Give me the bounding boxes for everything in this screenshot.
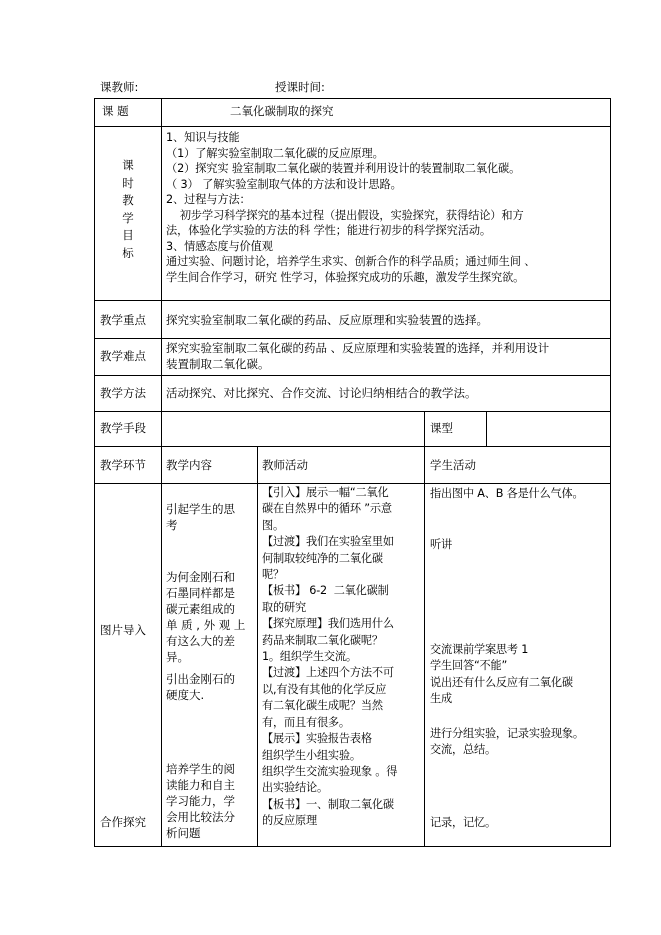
- teacher-line: 图。: [262, 518, 284, 532]
- student-header: 学生活动: [430, 458, 476, 472]
- content-line: 培养学生的阅: [166, 762, 235, 776]
- time-label: 授课时间:: [275, 80, 325, 94]
- teacher-line: 有，而且有很多。: [262, 715, 350, 729]
- content-line: 学习能力，学: [166, 794, 235, 808]
- stage-picture-intro: 图片导入: [100, 623, 146, 637]
- content-header: 教学内容: [166, 458, 212, 472]
- content-line: 引出金刚石的: [166, 672, 235, 686]
- content-line: 碳元素组成的: [166, 602, 235, 616]
- teacher-line: 【过渡】上述四个方法不可: [262, 666, 394, 680]
- content-line: 为何金刚石和: [166, 570, 235, 584]
- stage-cooperative-inquiry: 合作探究: [100, 815, 146, 829]
- teacher-line: 【引入】展示一幅“二氧化: [262, 486, 389, 499]
- methods-value: 活动探究、对比探究、合作交流、讨论归纳相结合的教学法。: [166, 386, 477, 400]
- content-line: 单 质 , 外 观 上: [166, 618, 246, 632]
- means-label: 教学手段: [100, 421, 146, 435]
- content-line: 有这么大的差: [166, 634, 235, 648]
- teacher-line: 【板书】一、制取二氧化碳: [262, 797, 394, 811]
- objectives-label: 课 时 教 学 目 标: [122, 158, 134, 260]
- teacher-line: 【探究原理】我们选用什么: [262, 617, 394, 631]
- stage-header: 教学环节: [100, 458, 146, 472]
- teacher-line: 取的研究: [262, 600, 306, 614]
- teacher-line: 有二氧化碳生成呢？当然: [262, 699, 383, 713]
- teacher-line: 组织学生交流实验现象 。得: [262, 764, 398, 778]
- teacher-line: 药品来制取二氧化碳呢？: [262, 633, 383, 647]
- teacher-line: 【过渡】我们在实验室里如: [262, 535, 394, 549]
- topic-value: 二氧化碳制取的探究: [230, 104, 334, 118]
- content-line: 会用比较法分: [166, 810, 235, 824]
- difficulties-text: 探究实验室制取二氧化碳的药品 、反应原理和实验装置的选择，并利用设计 装置制取二氧化碳。: [166, 341, 550, 371]
- key-points-label: 教学重点: [100, 313, 146, 327]
- teacher-line: 1。组织学生交流。: [262, 650, 357, 664]
- teacher-column: [262, 485, 397, 830]
- content-line: 石墨同样都是: [166, 586, 235, 600]
- methods-label: 教学方法: [100, 386, 146, 400]
- teacher-line: 呢？: [262, 568, 284, 582]
- content-line: 考: [166, 518, 178, 532]
- student-line: 记录，记忆。: [430, 816, 496, 829]
- teacher-header: 教师活动: [262, 458, 308, 472]
- student-line: 说出还有什么反应有二氧化碳: [430, 676, 573, 689]
- student-line: 生成: [430, 692, 452, 705]
- teacher-line: 的反应原理: [262, 814, 317, 828]
- student-line: 交流课前学案思考 1: [430, 643, 529, 656]
- content-line: 异。: [166, 650, 189, 664]
- teacher-line: 碳在自然界中的循环 ”示意: [262, 502, 392, 516]
- lesson-type-label: 课型: [430, 421, 453, 435]
- teacher-line: 以,有没有其他的化学反应: [262, 682, 387, 696]
- content-line: 硬度大.: [166, 688, 205, 702]
- difficulties-label: 教学难点: [100, 349, 146, 363]
- teacher-line: 出实验结论。: [262, 781, 328, 795]
- teacher-line: 【板书】 6-2 二氧化碳制: [262, 584, 389, 598]
- teacher-line: 组织学生小组实验。: [262, 748, 361, 762]
- student-line: 听讲: [430, 538, 452, 551]
- student-line: 交流，总结。: [430, 743, 496, 756]
- teacher-line: 何制取较纯净的二氧化碳: [262, 551, 383, 565]
- topic-label: 课 题: [102, 104, 129, 118]
- student-line: 进行分组实验，记录实验现象。: [430, 727, 584, 740]
- student-line: 学生回答“不能”: [430, 659, 508, 672]
- teacher-line: 【展示】实验报告表格: [262, 732, 372, 746]
- student-line: 指出图中 A、B 各是什么气体。: [430, 487, 584, 500]
- objectives-text: 1、知识与技能 （1）了解实验室制取二氧化碳的反应原理。 （2）探究实 验室制取二氧化碳的装置并利用设计的装置制取二氧化碳。 （ 3） 了解实验室制取气体的方法和设计思路。 2、过程与方法： 初步学习科学探究的基本过程（提出假设，实验探究，获得结论）和方 法，体验化学实验的方法的科 学性；能进行初步的科学探究活动。 3、情感态度与价值观 通过实验、问题讨论，培养学生求实、创新合作的科学品质；通过师生间 、 学生间合作学习，研究 性学习，体验探究成功的乐趣，激发学生探究欲。: [166, 131, 536, 284]
- content-line: 读能力和自主: [166, 778, 235, 792]
- content-line: 析问题: [166, 826, 201, 840]
- teacher-label: 课教师:: [100, 80, 139, 94]
- content-line: 引起学生的思: [166, 502, 235, 516]
- key-points-value: 探究实验室制取二氧化碳的药品、反应原理和实验装置的选择。: [166, 313, 488, 327]
